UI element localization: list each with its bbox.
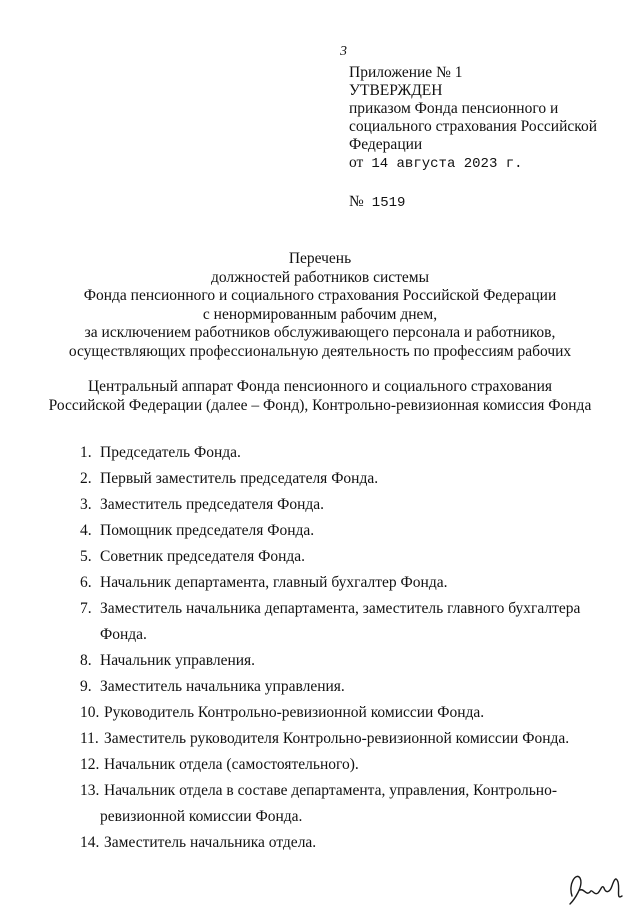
order-line-1: приказом Фонда пенсионного и	[349, 100, 559, 117]
title-line-5: за исключением работников обслуживающего персонала и работников,	[84, 324, 556, 341]
list-item	[80, 570, 600, 596]
list-item	[80, 544, 600, 570]
appendix-block	[349, 64, 609, 212]
item-text: Советник председателя Фонда.	[100, 548, 306, 565]
list-item	[80, 440, 600, 466]
list-item	[80, 492, 600, 518]
list-item	[80, 700, 600, 726]
number-value: 1519	[371, 195, 406, 211]
item-text: Помощник председателя Фонда.	[100, 522, 315, 539]
date-value: 14 августа 2023 г.	[371, 156, 523, 172]
item-number: 8.	[80, 652, 92, 669]
order-date	[349, 154, 609, 173]
date-prefix: от	[349, 154, 364, 171]
item-number: 4.	[80, 522, 92, 539]
item-number: 3.	[80, 496, 92, 513]
list-item	[80, 752, 600, 778]
item-text: Заместитель руководителя Контрольно-ревизионной комиссии Фонда.	[104, 730, 570, 747]
order-line-3: Федерации	[349, 136, 423, 153]
item-number: 13.	[80, 782, 100, 799]
item-text: Первый заместитель председателя Фонда.	[100, 470, 379, 487]
page-number: 3	[340, 44, 347, 59]
list-item	[80, 778, 600, 830]
list-item	[80, 466, 600, 492]
order-number	[349, 193, 609, 212]
document-title	[0, 250, 640, 361]
item-number: 12.	[80, 756, 100, 773]
number-prefix: №	[349, 193, 364, 210]
item-text-continued: Фонда.	[100, 626, 147, 643]
list-item	[80, 648, 600, 674]
item-number: 7.	[80, 600, 92, 617]
list-item	[80, 830, 600, 856]
item-text: Начальник департамента, главный бухгалтер Фонда.	[100, 574, 448, 591]
item-text: Руководитель Контрольно-ревизионной комиссии Фонда.	[104, 704, 485, 721]
item-text-continued: ревизионной комиссии Фонда.	[100, 808, 303, 825]
list-item	[80, 596, 600, 648]
list-item	[80, 674, 600, 700]
item-number: 5.	[80, 548, 92, 565]
section-line-1: Центральный аппарат Фонда пенсионного и социального страхования	[87, 378, 552, 395]
approved-label: УТВЕРЖДЕН	[349, 82, 443, 99]
item-text: Заместитель начальника департамента, заместитель главного бухгалтера	[100, 600, 581, 617]
item-number: 2.	[80, 470, 92, 487]
item-number: 6.	[80, 574, 92, 591]
positions-list	[80, 440, 600, 856]
title-line-2: должностей работников системы	[210, 268, 430, 286]
item-number: 11.	[80, 730, 99, 747]
title-line-3: Фонда пенсионного и социального страхования Российской Федерации	[83, 287, 557, 304]
item-text: Начальник отдела (самостоятельного).	[104, 756, 359, 773]
list-item	[80, 726, 600, 752]
order-line-2: социального страхования Российской	[349, 118, 598, 135]
section-heading	[0, 378, 640, 415]
title-line-1: Перечень	[288, 250, 352, 267]
item-number: 10.	[80, 704, 100, 721]
title-line-4: с ненормированным рабочим днем,	[202, 305, 438, 323]
appendix-label: Приложение № 1	[349, 64, 463, 81]
item-text: Начальник отдела в составе департамента, управления, Контрольно-	[104, 782, 558, 799]
item-text: Заместитель начальника управления.	[100, 678, 345, 695]
item-number: 1.	[80, 444, 92, 461]
section-line-2: Российской Федерации (далее – Фонд), Контрольно-ревизионная комиссия Фонда	[48, 396, 592, 414]
handwritten-signature	[566, 866, 626, 910]
title-line-6: осуществляющих профессиональную деятельность по профессиям рабочих	[68, 342, 572, 360]
item-number: 9.	[80, 678, 92, 695]
item-text: Председатель Фонда.	[100, 444, 241, 461]
item-number: 14.	[80, 834, 100, 851]
list-item	[80, 518, 600, 544]
item-text: Заместитель начальника отдела.	[104, 834, 317, 851]
item-text: Заместитель председателя Фонда.	[100, 496, 325, 513]
item-text: Начальник управления.	[100, 652, 256, 669]
